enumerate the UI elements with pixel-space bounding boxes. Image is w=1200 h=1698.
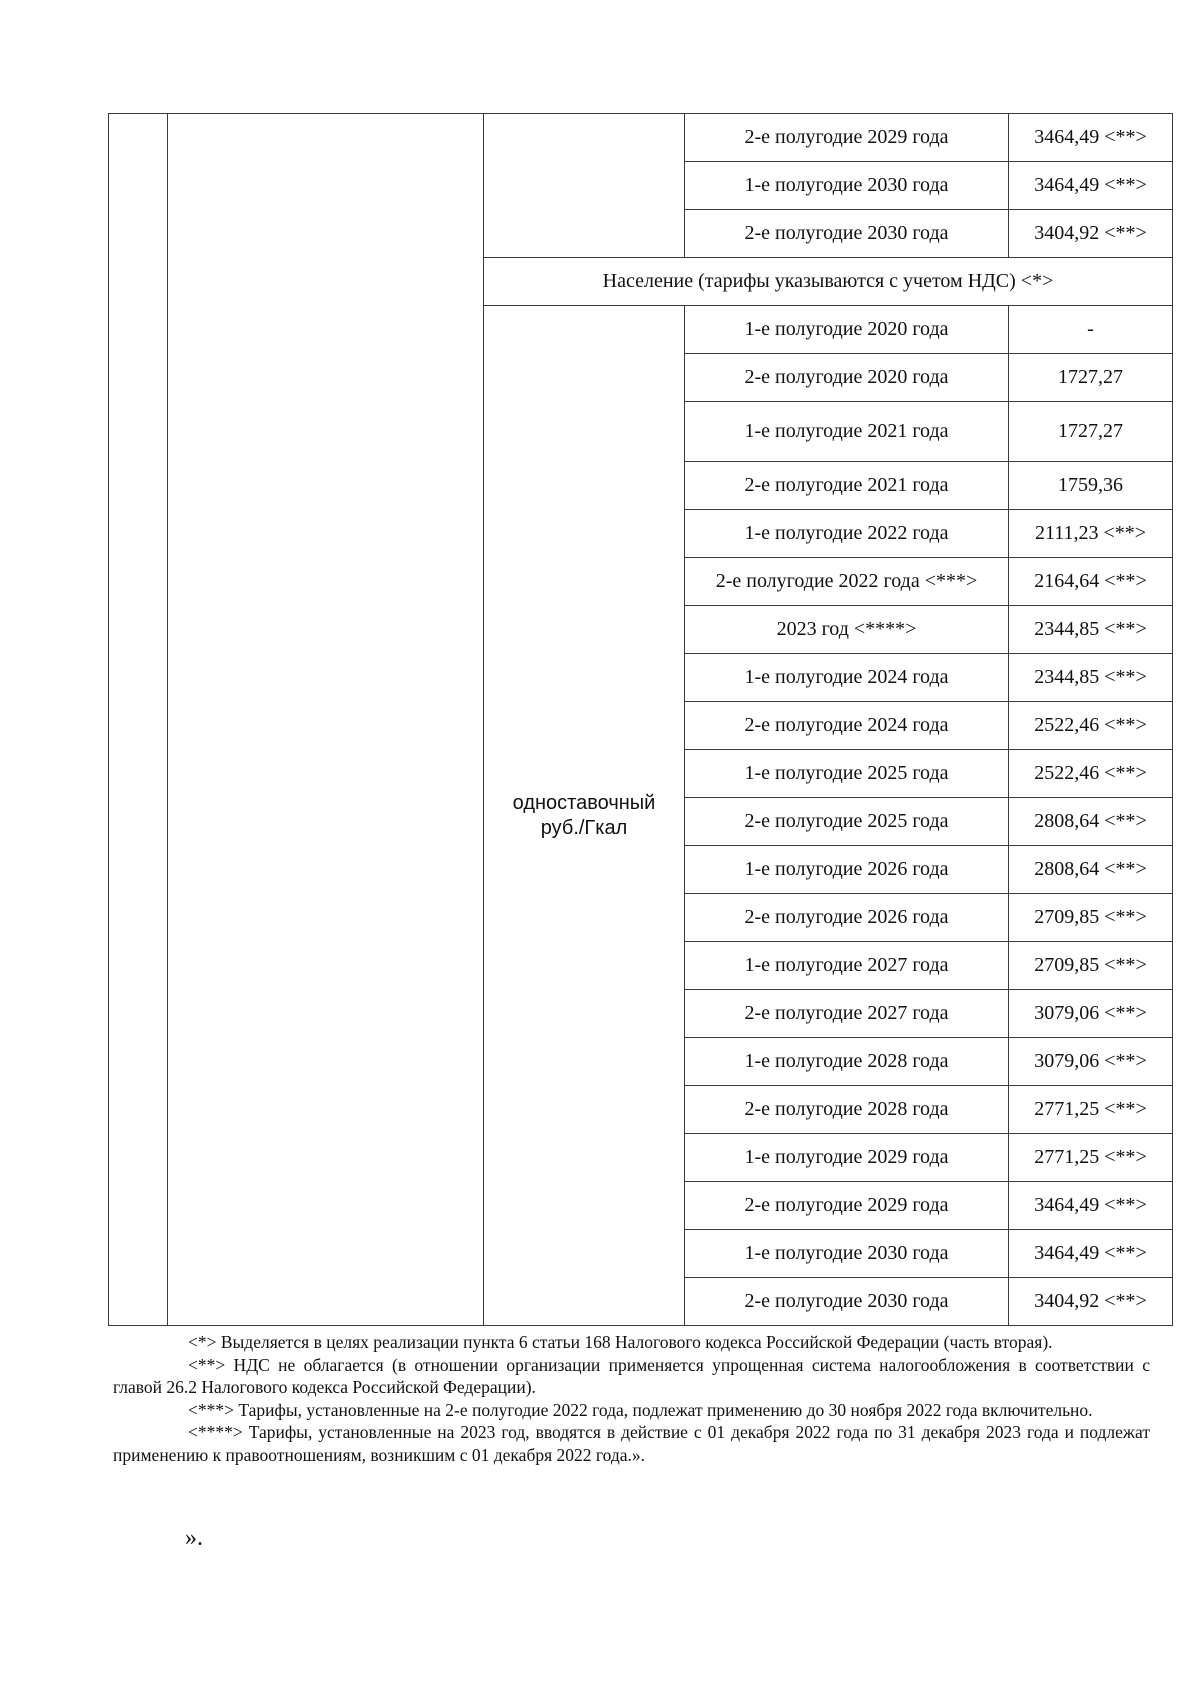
tariff-value-cell: 1727,27 xyxy=(1009,402,1173,462)
tariff-value-cell: 3079,06 <**> xyxy=(1009,1038,1173,1086)
tariff-table xyxy=(108,113,1173,1326)
tariff-value-cell: 2771,25 <**> xyxy=(1009,1134,1173,1182)
period-cell: 1-е полугодие 2028 года xyxy=(685,1038,1009,1086)
footnote-2022-h2: <***> Тарифы, установленные на 2-е полугодие 2022 года, подлежат применению до 30 ноября 2022 года включительно. xyxy=(188,1399,1093,1420)
table-row xyxy=(109,114,1173,162)
tariff-value-cell: 3464,49 <**> xyxy=(1009,1182,1173,1230)
tariff-value-cell: 3464,49 <**> xyxy=(1009,114,1173,162)
period-cell: 2-е полугодие 2026 года xyxy=(685,894,1009,942)
tariff-value-cell: 3404,92 <**> xyxy=(1009,1278,1173,1326)
number-cell xyxy=(109,114,168,1326)
period-cell: 1-е полугодие 2025 года xyxy=(685,750,1009,798)
period-cell: 1-е полугодие 2027 года xyxy=(685,942,1009,990)
period-cell: 1-е полугодие 2024 года xyxy=(685,654,1009,702)
rate-type-label: одноставочный xyxy=(512,791,656,814)
period-cell: 2023 год <****> xyxy=(685,606,1009,654)
tariff-value-cell: 2709,85 <**> xyxy=(1009,894,1173,942)
tariff-table-body xyxy=(109,114,1173,1326)
tariff-value-cell: - xyxy=(1009,306,1173,354)
organization-cell xyxy=(168,114,484,1326)
period-cell: 1-е полугодие 2030 года xyxy=(685,162,1009,210)
footnote-vat-exempt: <**> НДС не облагается (в отношении организации применяется упрощенная система налогообложения в соответствии с главой 26.2 Налогового кодекса Российской Федерации). xyxy=(113,1354,1150,1397)
tariff-value-cell: 2808,64 <**> xyxy=(1009,846,1173,894)
footnote-2023: <****> Тарифы, установленные на 2023 год, вводятся в действие с 01 декабря 2022 года по 31 декабря 2023 года и подлежат применению к правоотношениям, возникшим с 01 декабря 2022 года.». xyxy=(113,1422,1150,1465)
footnotes xyxy=(113,1331,1150,1466)
period-cell: 2-е полугодие 2024 года xyxy=(685,702,1009,750)
period-cell: 2-е полугодие 2030 года xyxy=(685,1278,1009,1326)
tariff-value-cell: 2808,64 <**> xyxy=(1009,798,1173,846)
period-cell: 2-е полугодие 2025 года xyxy=(685,798,1009,846)
period-cell: 2-е полугодие 2021 года xyxy=(685,462,1009,510)
tariff-value-cell: 3464,49 <**> xyxy=(1009,1230,1173,1278)
period-cell: 2-е полугодие 2020 года xyxy=(685,354,1009,402)
tariff-value-cell: 1759,36 xyxy=(1009,462,1173,510)
period-cell: 1-е полугодие 2030 года xyxy=(685,1230,1009,1278)
period-cell: 1-е полугодие 2022 года xyxy=(685,510,1009,558)
period-cell: 2-е полугодие 2029 года xyxy=(685,1182,1009,1230)
closing-quote: ». xyxy=(185,1525,203,1551)
tariff-value-cell: 2111,23 <**> xyxy=(1009,510,1173,558)
period-cell: 2-е полугодие 2029 года xyxy=(685,114,1009,162)
rate-type-cell xyxy=(484,306,685,1326)
tariff-value-cell: 1727,27 xyxy=(1009,354,1173,402)
tariff-value-cell: 2522,46 <**> xyxy=(1009,702,1173,750)
tariff-value-cell: 3079,06 <**> xyxy=(1009,990,1173,1038)
footnote-vat-allocation: <*> Выделяется в целях реализации пункта 6 статьи 168 Налогового кодекса Российской Федерации (часть вторая). xyxy=(188,1332,1053,1352)
section-header: Население (тарифы указываются с учетом НДС) <*> xyxy=(484,258,1173,306)
period-cell: 1-е полугодие 2029 года xyxy=(685,1134,1009,1182)
tariff-value-cell: 3404,92 <**> xyxy=(1009,210,1173,258)
period-cell: 1-е полугодие 2026 года xyxy=(685,846,1009,894)
tariff-value-cell: 2344,85 <**> xyxy=(1009,606,1173,654)
tariff-value-cell: 2522,46 <**> xyxy=(1009,750,1173,798)
period-cell: 2-е полугодие 2030 года xyxy=(685,210,1009,258)
tariff-value-cell: 2344,85 <**> xyxy=(1009,654,1173,702)
period-cell: 2-е полугодие 2028 года xyxy=(685,1086,1009,1134)
period-cell: 1-е полугодие 2020 года xyxy=(685,306,1009,354)
tariff-value-cell: 2709,85 <**> xyxy=(1009,942,1173,990)
tariff-value-cell: 2164,64 <**> xyxy=(1009,558,1173,606)
period-cell: 1-е полугодие 2021 года xyxy=(685,402,1009,462)
rate-type-cell-top xyxy=(484,114,685,258)
tariff-value-cell: 3464,49 <**> xyxy=(1009,162,1173,210)
rate-unit-label: руб./Гкал xyxy=(540,816,628,839)
period-cell: 2-е полугодие 2027 года xyxy=(685,990,1009,1038)
period-cell: 2-е полугодие 2022 года <***> xyxy=(685,558,1009,606)
tariff-value-cell: 2771,25 <**> xyxy=(1009,1086,1173,1134)
